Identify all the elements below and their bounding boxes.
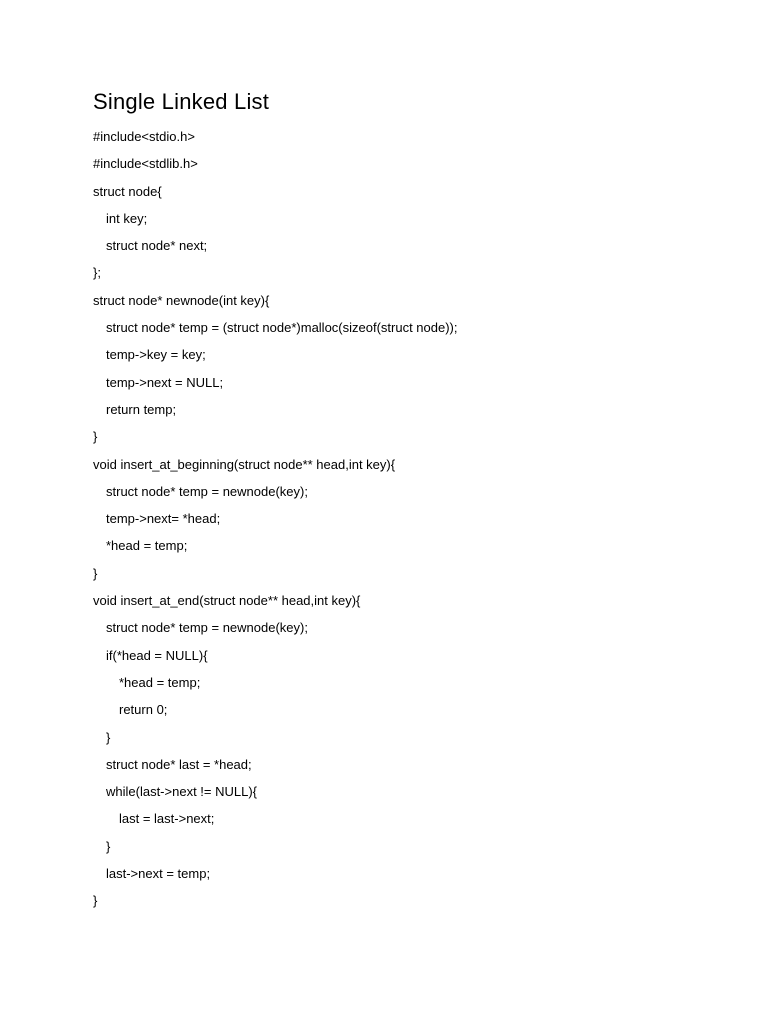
code-line: void insert_at_beginning(struct node** head,int key){ [93,456,396,472]
code-line: struct node* newnode(int key){ [93,292,270,308]
document-title: Single Linked List [93,89,270,114]
code-line: } [93,565,98,581]
code-line: struct node* temp = (struct node*)malloc(sizeof(struct node)); [106,320,458,336]
code-line: *head = temp; [119,674,201,690]
code-line: if(*head = NULL){ [106,647,208,663]
code-line: return temp; [106,401,177,417]
code-line: } [93,429,98,445]
code-line: return 0; [119,702,168,718]
code-line: struct node* temp = newnode(key); [106,620,308,636]
code-line: struct node* temp = newnode(key); [106,483,308,499]
code-line: temp->key = key; [106,347,206,363]
code-line: #include<stdio.h> [93,129,195,144]
code-line: } [106,838,111,854]
code-block [93,127,458,919]
code-line: last = last->next; [119,811,215,827]
code-line: temp->next= *head; [106,511,221,527]
code-line: struct node* last = *head; [106,756,252,772]
code-line: } [106,729,111,745]
code-line: struct node* next; [106,238,208,254]
code-line: } [93,893,98,909]
code-line: }; [93,265,101,281]
code-line: while(last->next != NULL){ [106,784,258,800]
code-line: void insert_at_end(struct node** head,int key){ [93,593,361,609]
code-line: temp->next = NULL; [106,374,224,390]
code-line: *head = temp; [106,538,188,554]
code-line: int key; [106,210,148,226]
code-line: #include<stdlib.h> [93,156,198,172]
code-line: struct node{ [93,183,162,199]
code-line: last->next = temp; [106,866,211,882]
